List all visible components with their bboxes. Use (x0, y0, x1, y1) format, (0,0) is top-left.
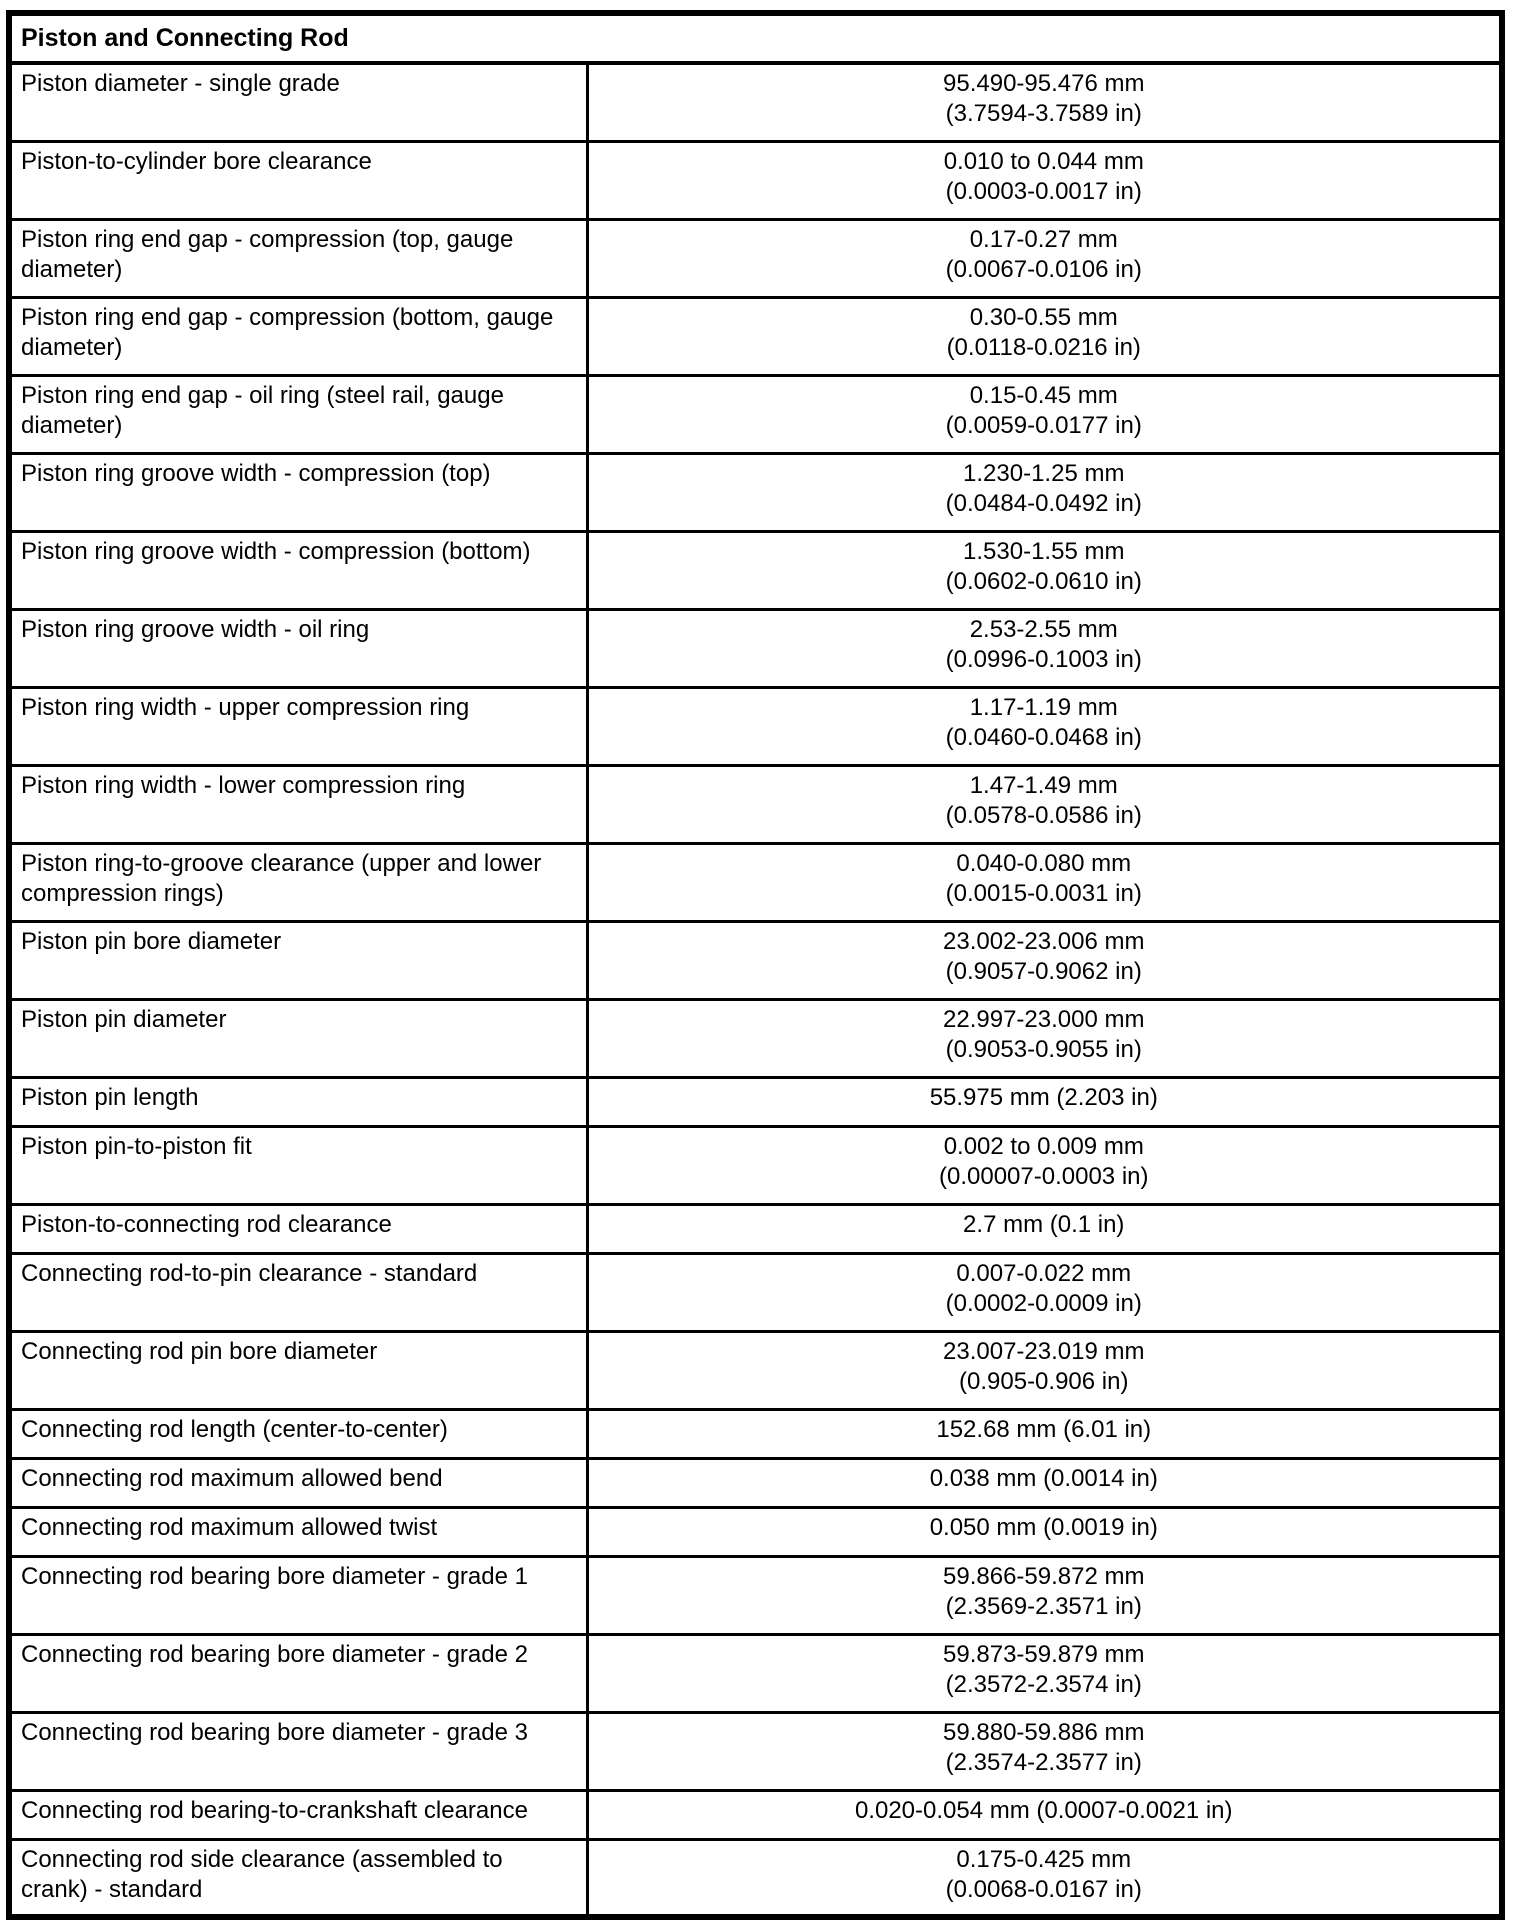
spec-value-cell (587, 1712, 1502, 1790)
spec-label-line: Piston-to-cylinder bore clearance (21, 147, 372, 175)
spec-value-line: (0.905-0.906 in) (959, 1367, 1129, 1395)
spec-label-cell (9, 765, 587, 843)
spec-value-line: 22.997-23.000 mm (943, 1005, 1145, 1033)
spec-label-line: Piston ring groove width - compression (bottom) (21, 537, 531, 565)
spec-label-cell (9, 843, 587, 921)
spec-label-line: Piston pin length (21, 1083, 199, 1111)
spec-label-line: Connecting rod side clearance (assembled to (21, 1845, 503, 1873)
spec-label-cell (9, 1204, 587, 1253)
spec-value-cell (587, 1253, 1502, 1331)
spec-value-line: (0.0460-0.0468 in) (945, 723, 1142, 751)
spec-label-line: Piston pin diameter (21, 1005, 227, 1033)
spec-value-line: 59.873-59.879 mm (943, 1640, 1145, 1668)
spec-label-cell (9, 1409, 587, 1458)
spec-value-line: 2.53-2.55 mm (969, 615, 1118, 643)
spec-label-cell (9, 453, 587, 531)
spec-value-line: (0.0484-0.0492 in) (945, 489, 1142, 517)
spec-label-cell (9, 1126, 587, 1204)
spec-value-line: (0.0003-0.0017 in) (945, 177, 1142, 205)
spec-label-line: diameter) (21, 255, 123, 283)
table-row (9, 453, 1502, 531)
spec-value-cell (587, 1556, 1502, 1634)
table-row (9, 1507, 1502, 1556)
table-row (9, 63, 1502, 141)
piston-connecting-rod-spec-table (6, 10, 1505, 1920)
spec-label-cell (9, 999, 587, 1077)
spec-value-cell (587, 609, 1502, 687)
spec-value-line: (0.9053-0.9055 in) (945, 1035, 1142, 1063)
table-row (9, 141, 1502, 219)
spec-value-line: (0.0059-0.0177 in) (945, 411, 1142, 439)
spec-value-line: (0.0118-0.0216 in) (946, 333, 1141, 361)
spec-value-line: 1.47-1.49 mm (969, 771, 1118, 799)
spec-label-cell (9, 375, 587, 453)
spec-value-line: 0.175-0.425 mm (956, 1845, 1132, 1873)
spec-value-line: 59.880-59.886 mm (943, 1718, 1145, 1746)
spec-label-cell (9, 687, 587, 765)
spec-label-line: Piston ring groove width - oil ring (21, 615, 370, 643)
spec-value-line: 23.002-23.006 mm (943, 927, 1145, 955)
spec-value-cell (587, 1507, 1502, 1556)
table-row (9, 609, 1502, 687)
spec-value-cell (587, 297, 1502, 375)
table-row (9, 921, 1502, 999)
table-row (9, 1077, 1502, 1126)
spec-value-line: (0.0068-0.0167 in) (945, 1875, 1142, 1903)
spec-label-cell (9, 297, 587, 375)
spec-value-cell (587, 1458, 1502, 1507)
table-row (9, 1204, 1502, 1253)
spec-value-line: 2.7 mm (0.1 in) (963, 1210, 1125, 1238)
spec-label-cell (9, 921, 587, 999)
spec-label-line: compression rings) (21, 879, 224, 907)
spec-label-cell (9, 219, 587, 297)
table-row (9, 297, 1502, 375)
spec-value-line: 0.020-0.054 mm (0.0007-0.0021 in) (854, 1796, 1233, 1824)
spec-value-line: (0.00007-0.0003 in) (939, 1162, 1149, 1190)
spec-value-line: 1.530-1.55 mm (963, 537, 1125, 565)
spec-value-cell (587, 531, 1502, 609)
table-row (9, 531, 1502, 609)
spec-value-line: 23.007-23.019 mm (943, 1337, 1145, 1365)
table-row (9, 1458, 1502, 1507)
table-row (9, 1126, 1502, 1204)
table-row (9, 1634, 1502, 1712)
table-row (9, 1331, 1502, 1409)
spec-label-line: Connecting rod bearing bore diameter - grade 3 (21, 1718, 528, 1746)
spec-value-line: 55.975 mm (2.203 in) (929, 1083, 1158, 1111)
spec-value-cell (587, 1331, 1502, 1409)
spec-value-cell (587, 63, 1502, 141)
table-row (9, 1790, 1502, 1839)
spec-value-line: (0.0002-0.0009 in) (945, 1289, 1142, 1317)
spec-label-cell (9, 1253, 587, 1331)
spec-label-line: Piston-to-connecting rod clearance (21, 1210, 392, 1238)
table-row (9, 1839, 1502, 1917)
section-title: Piston and Connecting Rod (9, 13, 1502, 63)
table-row (9, 219, 1502, 297)
spec-value-line: 0.17-0.27 mm (969, 225, 1118, 253)
spec-value-line: 1.230-1.25 mm (963, 459, 1125, 487)
spec-label-line: Piston ring width - lower compression ring (21, 771, 466, 799)
spec-label-cell (9, 1077, 587, 1126)
spec-value-line: 95.490-95.476 mm (943, 70, 1145, 97)
spec-value-cell (587, 1077, 1502, 1126)
table-row (9, 999, 1502, 1077)
spec-value-line: 0.038 mm (0.0014 in) (929, 1464, 1158, 1492)
spec-value-line: 152.68 mm (6.01 in) (936, 1415, 1152, 1443)
table-row (9, 765, 1502, 843)
spec-value-line: 59.866-59.872 mm (943, 1562, 1145, 1590)
spec-value-line: 0.050 mm (0.0019 in) (929, 1513, 1158, 1541)
spec-value-cell (587, 999, 1502, 1077)
spec-value-line: (0.9057-0.9062 in) (945, 957, 1142, 985)
spec-label-cell (9, 1712, 587, 1790)
spec-label-line: Connecting rod maximum allowed twist (21, 1513, 438, 1541)
spec-value-line: 0.15-0.45 mm (969, 381, 1118, 409)
spec-value-line: (0.0996-0.1003 in) (945, 645, 1142, 673)
spec-value-cell (587, 921, 1502, 999)
spec-value-line: (0.0602-0.0610 in) (945, 567, 1142, 595)
spec-value-line: (0.0015-0.0031 in) (945, 879, 1142, 907)
spec-label-line: Connecting rod maximum allowed bend (21, 1464, 443, 1492)
spec-value-line: (2.3572-2.3574 in) (945, 1670, 1142, 1698)
spec-value-cell (587, 141, 1502, 219)
spec-value-cell (587, 843, 1502, 921)
spec-label-line: Piston ring width - upper compression ring (21, 693, 470, 721)
spec-label-cell (9, 141, 587, 219)
spec-label-line: Connecting rod-to-pin clearance - standard (21, 1259, 478, 1287)
spec-value-cell (587, 687, 1502, 765)
spec-label-line: Piston pin bore diameter (21, 927, 282, 955)
table-row (9, 687, 1502, 765)
document-page (0, 10, 1520, 1920)
spec-value-cell (587, 375, 1502, 453)
table-row (9, 1556, 1502, 1634)
spec-label-cell (9, 1507, 587, 1556)
spec-label-cell (9, 531, 587, 609)
spec-value-line: (3.7594-3.7589 in) (945, 100, 1142, 127)
spec-label-line: Piston ring end gap - compression (top, gauge (21, 225, 514, 253)
spec-value-line: (0.0578-0.0586 in) (945, 801, 1142, 829)
spec-value-cell (587, 765, 1502, 843)
table-row (9, 375, 1502, 453)
spec-label-cell (9, 1634, 587, 1712)
spec-value-line: 0.007-0.022 mm (956, 1259, 1132, 1287)
spec-value-cell (587, 453, 1502, 531)
table-row (9, 1712, 1502, 1790)
spec-value-cell (587, 1634, 1502, 1712)
spec-label-line: Connecting rod pin bore diameter (21, 1337, 378, 1365)
spec-label-line: Connecting rod bearing-to-crankshaft clearance (21, 1796, 528, 1824)
spec-value-cell (587, 1839, 1502, 1917)
spec-table-body (9, 63, 1502, 1917)
spec-label-cell (9, 1790, 587, 1839)
spec-label-cell (9, 1458, 587, 1507)
spec-label-line: Connecting rod bearing bore diameter - grade 2 (21, 1640, 528, 1668)
spec-label-line: crank) - standard (21, 1875, 203, 1903)
spec-value-line: (2.3574-2.3577 in) (945, 1748, 1142, 1776)
spec-value-line: (2.3569-2.3571 in) (945, 1592, 1142, 1620)
spec-value-line: 0.010 to 0.044 mm (943, 147, 1144, 175)
spec-value-line: 0.002 to 0.009 mm (943, 1132, 1144, 1160)
spec-label-cell (9, 63, 587, 141)
spec-value-cell (587, 1126, 1502, 1204)
spec-label-line: Piston pin-to-piston fit (21, 1132, 252, 1160)
spec-value-cell (587, 219, 1502, 297)
spec-label-line: Piston ring-to-groove clearance (upper and lower (21, 849, 542, 877)
spec-value-cell (587, 1790, 1502, 1839)
spec-value-cell (587, 1204, 1502, 1253)
spec-value-line: 0.30-0.55 mm (969, 303, 1118, 331)
spec-label-line: diameter) (21, 333, 123, 361)
spec-label-line: Connecting rod bearing bore diameter - grade 1 (21, 1562, 528, 1590)
table-row (9, 1253, 1502, 1331)
spec-label-cell (9, 1331, 587, 1409)
spec-label-line: Piston ring end gap - compression (bottom, gauge (21, 303, 554, 331)
spec-value-line: (0.0067-0.0106 in) (945, 255, 1142, 283)
spec-label-line: Piston ring end gap - oil ring (steel rail, gauge (21, 381, 504, 409)
spec-value-cell (587, 1409, 1502, 1458)
table-row (9, 843, 1502, 921)
spec-value-line: 1.17-1.19 mm (969, 693, 1118, 721)
section-header-row (9, 13, 1502, 63)
table-row (9, 1409, 1502, 1458)
spec-label-cell (9, 1556, 587, 1634)
spec-label-line: Connecting rod length (center-to-center) (21, 1415, 448, 1443)
spec-label-line: diameter) (21, 411, 123, 439)
spec-label-cell (9, 609, 587, 687)
spec-label-cell (9, 1839, 587, 1917)
spec-value-line: 0.040-0.080 mm (956, 849, 1132, 877)
spec-label-line: Piston ring groove width - compression (top) (21, 459, 491, 487)
spec-label-line: Piston diameter - single grade (21, 70, 340, 97)
